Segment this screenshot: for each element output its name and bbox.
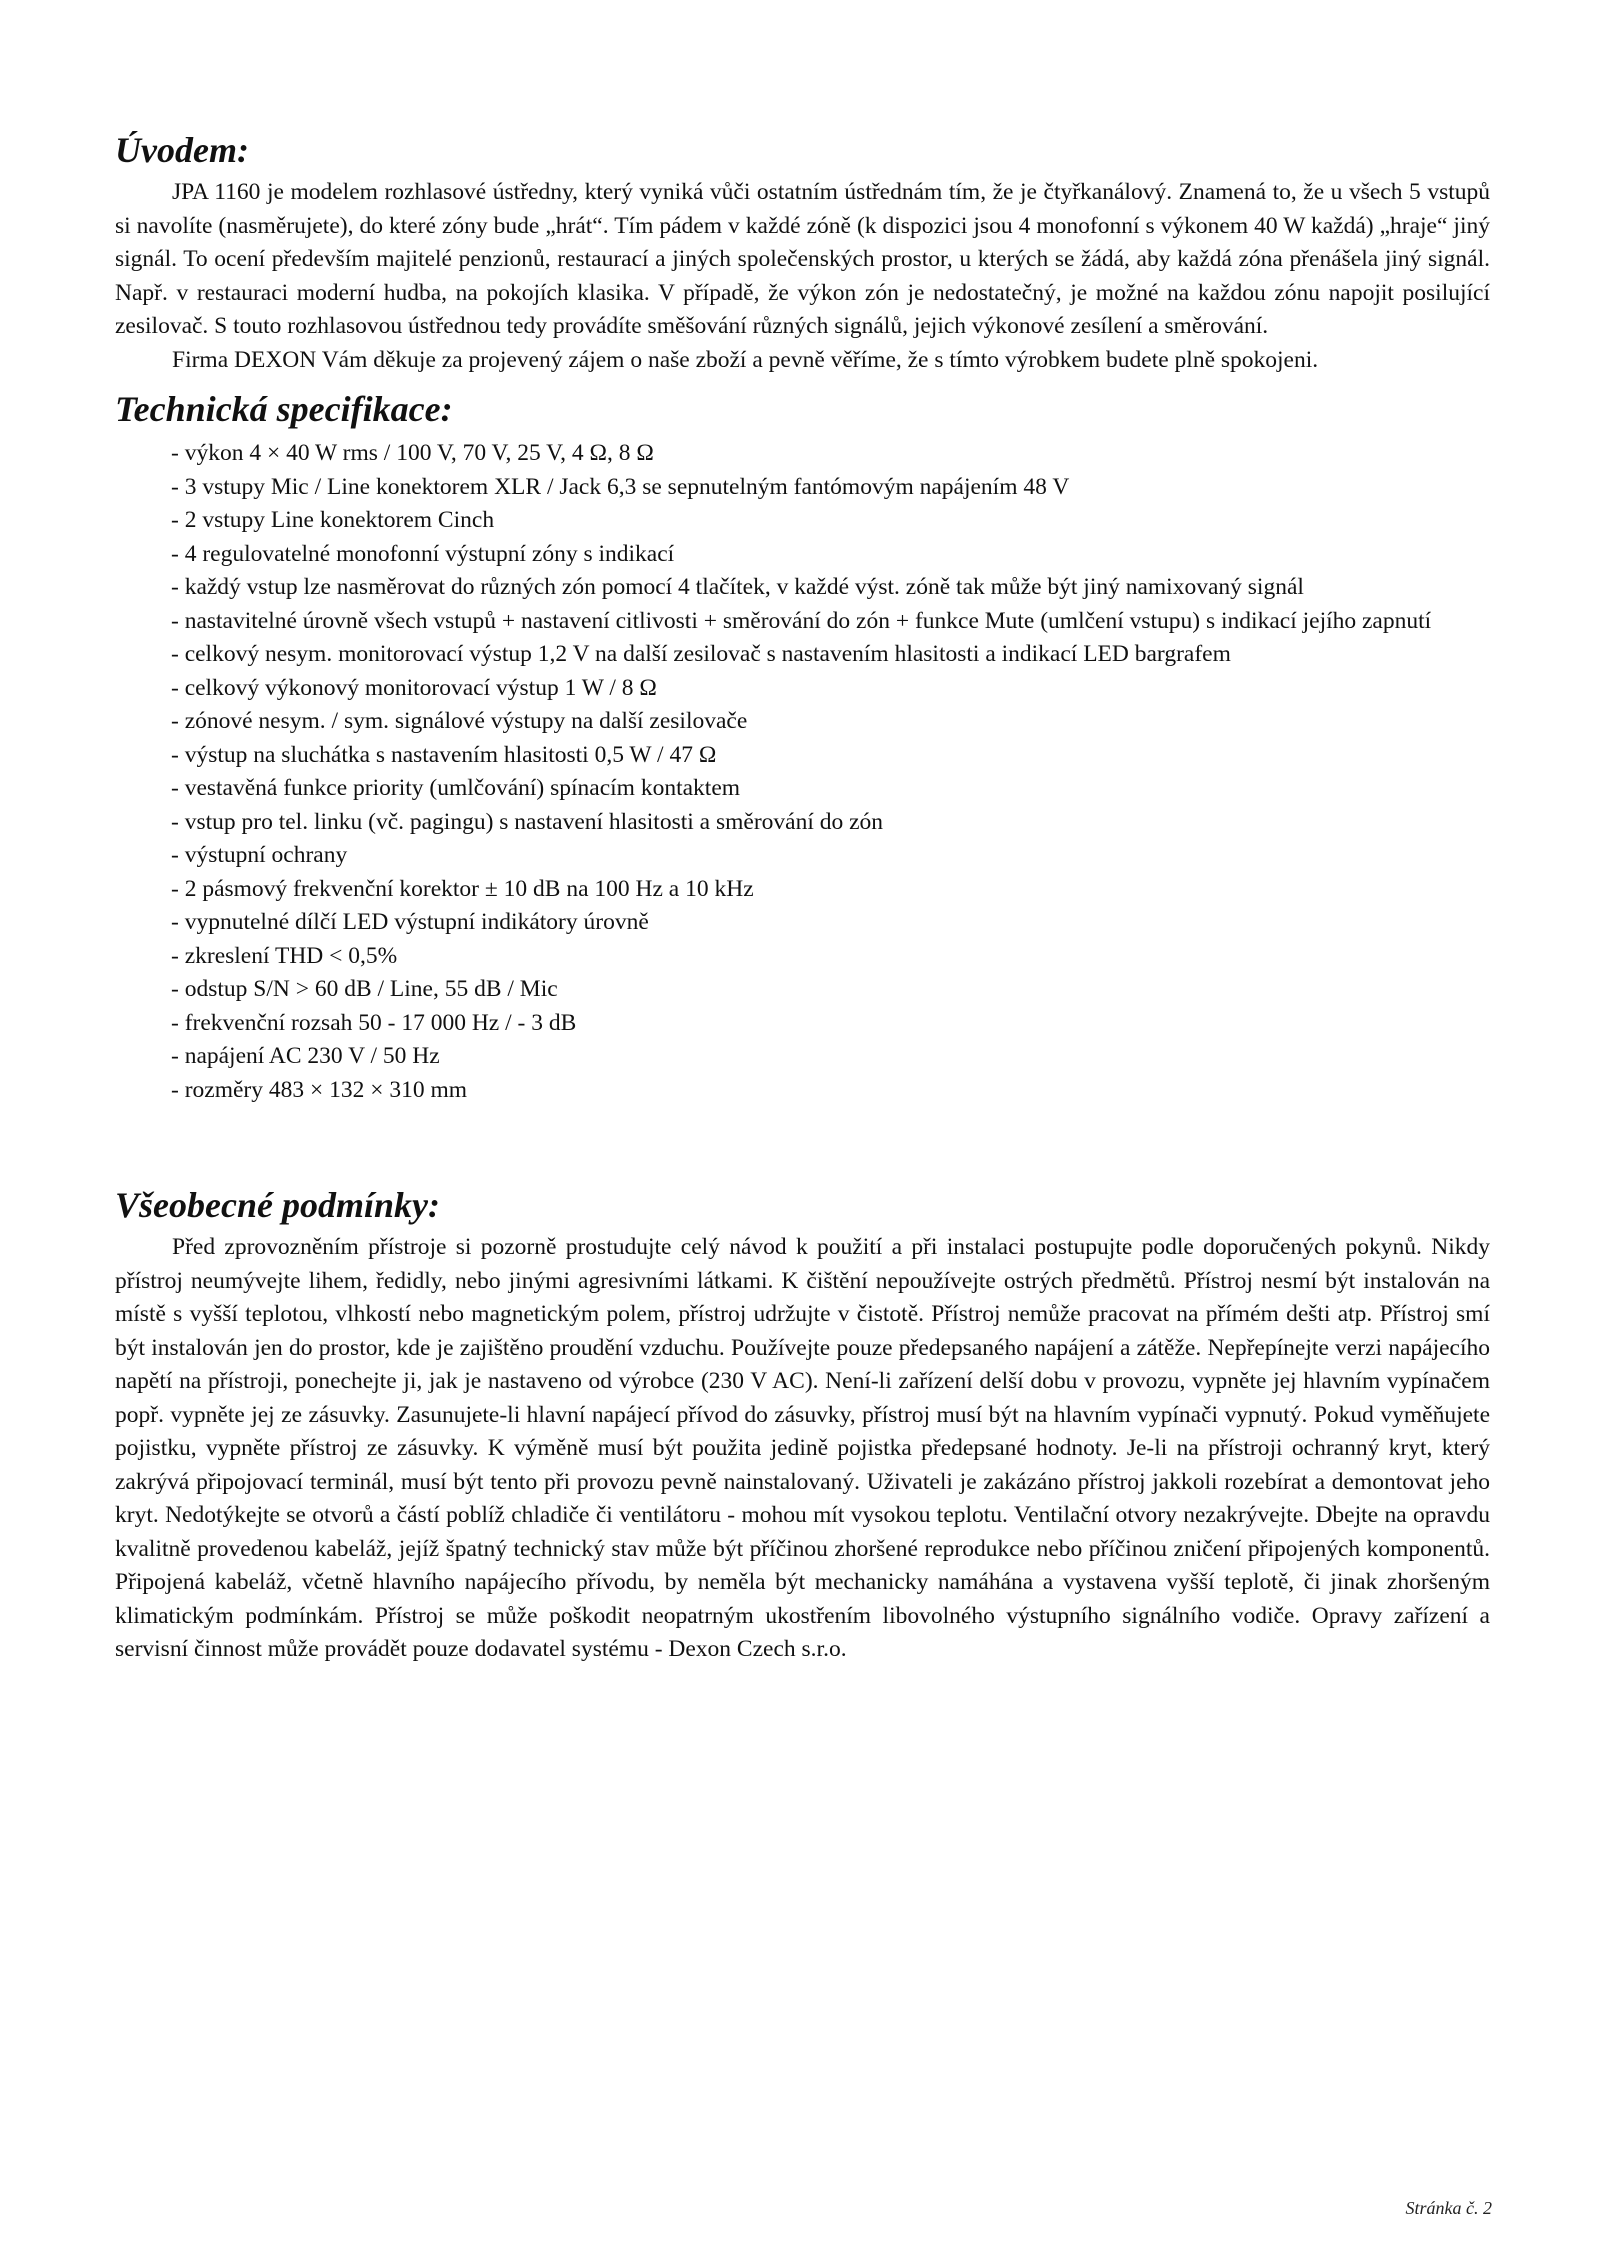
spec-item: - celkový nesym. monitorovací výstup 1,2 V na další zesilovač s nastavením hlasitosti a indikací LED bargrafem (171, 641, 1231, 667)
spec-heading: Technická specifikace: (115, 389, 453, 429)
page-number: Stránka č. 2 (1405, 2198, 1492, 2218)
spec-item: - výkon 4 × 40 W rms / 100 V, 70 V, 25 V, 4 Ω, 8 Ω (171, 440, 654, 466)
spec-item: - výstup na sluchátka s nastavením hlasitosti 0,5 W / 47 Ω (171, 741, 717, 768)
spec-item: - výstupní ochrany (171, 842, 348, 868)
spec-item: - každý vstup lze nasměrovat do různých zón pomocí 4 tlačítek, v každé výst. zóně tak může být jiný namixovaný signál (171, 574, 1304, 600)
spec-section (115, 387, 1490, 1107)
spec-list (115, 437, 1490, 1107)
general-heading: Všeobecné podmínky: (115, 1185, 440, 1225)
spec-item: - vestavěná funkce priority (umlčování) spínacím kontaktem (171, 775, 741, 801)
spec-item: - nastavitelné úrovně všech vstupů + nastavení citlivosti + směrování do zón + funkce Mute (umlčení vstupu) s indikací jejího zapnutí (171, 607, 1432, 634)
document-page (115, 128, 1490, 1667)
spec-item: - odstup S/N > 60 dB / Line, 55 dB / Mic (171, 976, 558, 1002)
spec-item: - vstup pro tel. linku (vč. pagingu) s nastavení hlasitosti a směrování do zón (171, 808, 884, 835)
spec-item: - napájení AC 230 V / 50 Hz (171, 1043, 440, 1069)
intro-heading: Úvodem: (115, 130, 249, 170)
general-paragraph: Před zprovozněním přístroje si pozorně prostudujte celý návod k použití a při instalaci postupujte podle doporučených pokynů. Nikdy přístroj neumývejte lihem, ředidly, nebo jinými agresivními látkami. K čištění nepoužívejte ostrých předmětů. Přístroj nesmí být instalován na místě s vyšší teplotou, vlhkostí nebo magnetickým polem, přístroj udržujte v čistotě. Přístroj nemůže pracovat na přímém dešti atp. Přístroj smí být instalován jen do prostor, kde je zajištěno proudění vzduchu. Používejte pouze předepsaného napájení a zátěže. Nepřepínejte verzi napájecího napětí na přístroji, ponechejte ji, jak je nastaveno od výrobce (230 V AC). Není-li zařízení delší dobu v provozu, vypněte jej hlavním vypínačem popř. vypněte jej ze zásuvky. Zasunujete-li hlavní napájecí přívod do zásuvky, přístroj musí být na hlavním vypínači vypnutý. Pokud vyměňujete pojistku, vypněte přístroj ze zásuvky. K výměně musí být použita jedině pojistka předepsané hodnoty. Je-li na přístroji ochranný kryt, který zakrývá připojovací terminál, musí být tento při provozu pevně nainstalovaný. Uživateli je zakázáno přístroj jakkoli rozebírat a demontovat jeho kryt. Nedotýkejte se otvorů a částí poblíž chladiče či ventilátoru - mohou mít vysokou teplotu. Ventilační otvory nezakrývejte. Dbejte na opravdu kvalitně provedenou kabeláž, jejíž špatný technický stav může být příčinou zhoršené reprodukce nebo příčinou zničení připojených komponentů. Připojená kabeláž, včetně hlavního napájecího přívodu, by neměla být mechanicky namáhána a vystavena vyšší teplotě, či jinak zhoršeným klimatickým podmínkám. Přístroj se může poškodit neopatrným ukostřením libovolného výstupního signálního vodiče. Opravy zařízení a servisní činnost může provádět pouze dodavatel systému - Dexon Czech s.r.o. (115, 1234, 1490, 1662)
spec-item: - 4 regulovatelné monofonní výstupní zóny s indikací (171, 540, 675, 567)
spec-item: - vypnutelné dílčí LED výstupní indikátory úrovně (171, 909, 649, 935)
spec-item: - rozměry 483 × 132 × 310 mm (171, 1076, 468, 1103)
spec-item: - 2 pásmový frekvenční korektor ± 10 dB na 100 Hz a 10 kHz (171, 875, 754, 902)
spec-item: - frekvenční rozsah 50 - 17 000 Hz / - 3 dB (171, 1009, 577, 1036)
spec-item: - celkový výkonový monitorovací výstup 1 W / 8 Ω (171, 674, 657, 701)
spec-item: - zkreslení THD < 0,5% (171, 942, 398, 969)
spec-item: - 2 vstupy Line konektorem Cinch (171, 507, 495, 533)
spec-item: - 3 vstupy Mic / Line konektorem XLR / Jack 6,3 se sepnutelným fantómovým napájením 48 V (171, 473, 1070, 500)
spec-item: - zónové nesym. / sym. signálové výstupy na další zesilovače (171, 708, 748, 734)
intro-paragraph-2: Firma DEXON Vám děkuje za projevený zájem o naše zboží a pevně věříme, že s tímto výrobkem budete plně spokojeni. (172, 346, 1319, 373)
intro-section (115, 128, 1490, 377)
intro-paragraph-1: JPA 1160 je modelem rozhlasové ústředny, který vyniká vůči ostatním ústřednám tím, že je čtyřkanálový. Znamená to, že u všech 5 vstupů si navolíte (nasměrujete), do které zóny bude „hrát“. Tím pádem v každé zóně (k dispozici jsou 4 monofonní s výkonem 40 W každá) „hraje“ jiný signál. To ocení především majitelé penzionů, restaurací a jiných společenských prostor, u kterých se žádá, aby každá zóna přenášela jiný signál. Např. v restauraci moderní hudba, na pokojích klasika. V případě, že výkon zón je nedostatečný, je možné na každou zónu napojit posilující zesilovač. S touto rozhlasovou ústřednou tedy provádíte směšování různých signálů, jejich výkonové zesílení a směrování. (115, 179, 1490, 339)
general-section (115, 1183, 1490, 1667)
